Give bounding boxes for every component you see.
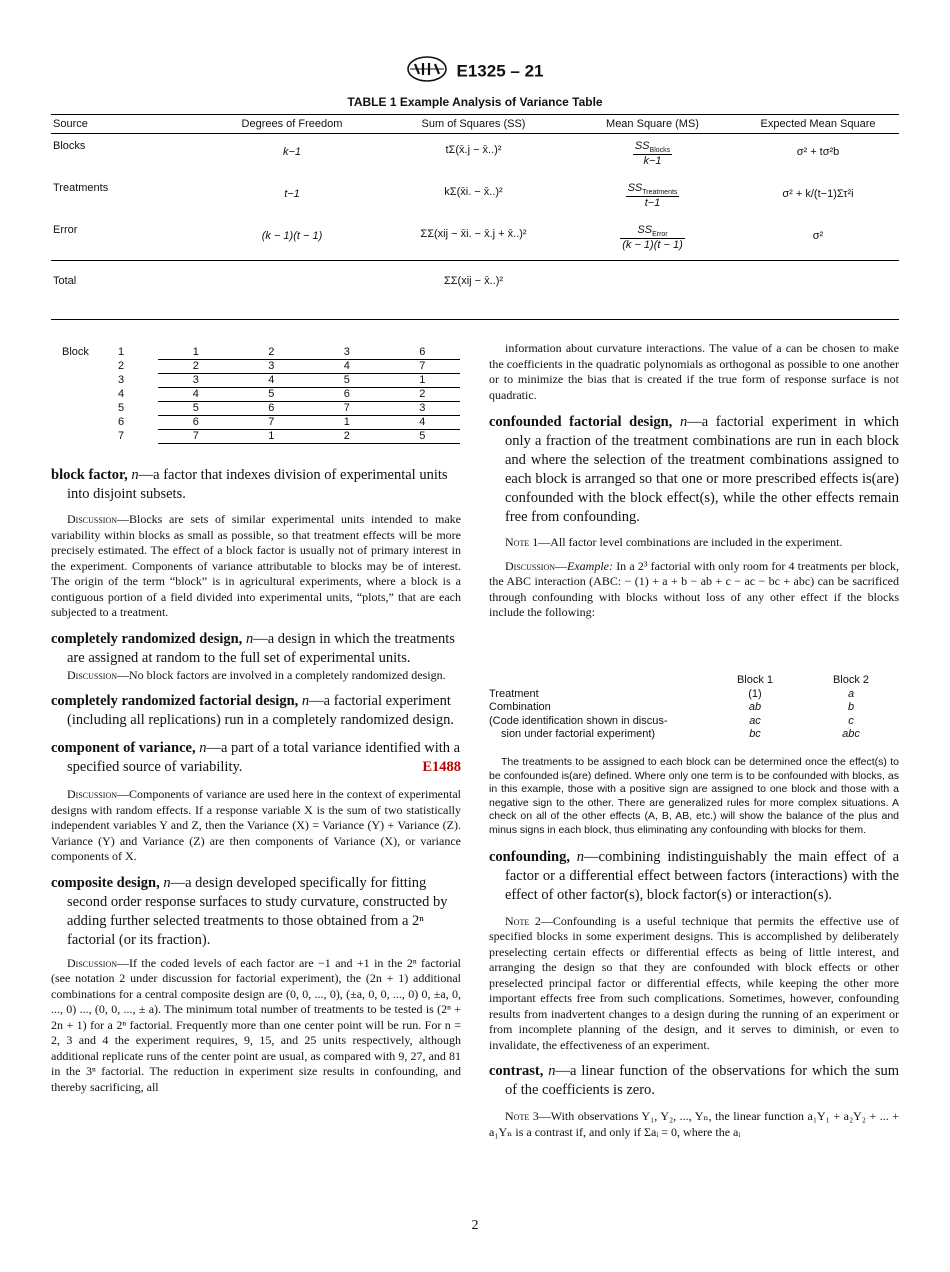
ss-cell: ΣΣ(xij − x̄..)² bbox=[379, 261, 568, 320]
col-ms: Mean Square (MS) bbox=[568, 115, 737, 134]
df-cell bbox=[205, 261, 379, 320]
source-cell: Error bbox=[53, 224, 78, 236]
table-row: (Code identification shown in discus- ac c bbox=[489, 714, 854, 727]
term-crd: completely randomized design, n—a design in which the treatments are assigned at random to the full set of experimental units. bbox=[51, 630, 455, 666]
df-cell: k−1 bbox=[282, 146, 302, 158]
df-cell: (k − 1)(t − 1) bbox=[261, 230, 323, 242]
ems-cell: σ² + k/(t−1)Στ²i bbox=[782, 188, 854, 200]
note-1: Note 1—All factor level combinations are included in the experiment. bbox=[505, 535, 843, 549]
table-row: 4 4 5 6 2 bbox=[62, 388, 460, 402]
block-label: Block bbox=[62, 346, 89, 359]
table-row: Block 1 Block 2 bbox=[736, 674, 870, 686]
ms-cell bbox=[568, 261, 737, 320]
source-cell: Total bbox=[51, 261, 205, 320]
discussion-component-of-variance: Discussion—Components of variance are used here in the context of experimental designs with random effects. If a response variable X is the sum of two statistically independent variables Y and Z, then the Variance (X) = Variance (Y) + Variance (Z). Variance (Y) and Variance (Z) are then components of Variance (X), or variance components of X. bbox=[51, 787, 461, 863]
table-row: Combination ab b bbox=[489, 701, 855, 714]
source-cell: Blocks bbox=[53, 140, 86, 152]
table-row: Block 1 1 2 3 6 bbox=[62, 346, 460, 360]
discussion-crd: Discussion—No block factors are involved in a completely randomized design. bbox=[67, 667, 446, 682]
left-column bbox=[51, 466, 461, 1095]
astm-logo-icon bbox=[407, 56, 447, 87]
reference-link[interactable]: E1488 bbox=[422, 759, 461, 775]
discussion-confounded: Discussion—Example: In a 2³ factorial with only room for 4 treatments per block, the ABC interaction (ABC: − (1) + a + b − ab + c − ac − bc + abc) can be sacrificed through confounding with blocks without loss of any other effect if the blocks include the following: bbox=[489, 558, 899, 619]
col-df: Degrees of Freedom bbox=[205, 115, 379, 134]
table-row: Treatment (1) a bbox=[489, 687, 855, 700]
col-ss: Sum of Squares (SS) bbox=[379, 115, 568, 134]
col-ems: Expected Mean Square bbox=[737, 115, 899, 134]
note-2: Note 2—Confounding is a useful technique that permits the effective use of specified blocks in some experiment designs. This is accomplished by deliberately preselecting certain effects or differential effects as being of little interest, and arranging the design so that they are confounded with block effects or other preselected principal factor or differential effects, while keeping the other more important effects free from such complications. Sometimes, however, confounding results from inadvertent changes to a design during the running of an experiment or from incomplete planning of the design, and it serves to diminish, or even to invalidate, the effectiveness of an experiment. bbox=[489, 913, 899, 1052]
block-design-table bbox=[62, 346, 460, 444]
term-contrast: contrast, n—a linear function of the observations for which the sum of the coefficients is zero. bbox=[489, 1063, 899, 1099]
table1-title: TABLE 1 Example Analysis of Variance Table bbox=[347, 95, 603, 109]
table-row: 3 3 4 5 1 bbox=[62, 374, 460, 388]
term-composite-design: composite design, n—a design developed specifically for fitting second order response surfaces to study curvature, constructed by adding further selected treatments to those obtained from a 2ⁿ factorial (or its fraction). bbox=[51, 874, 448, 948]
note-3: Note 3—With observations Y₁, Y₂, ..., Yₙ, the linear function a₁Y₁ + a₂Y₂ + ... + a₁Yₙ is a contrast if, and only if Σaᵢ = 0, where the aᵢ bbox=[489, 1109, 899, 1139]
table-row bbox=[51, 218, 899, 261]
term-confounded-factorial-design: confounded factorial design, n—a factorial experiment in which only a fraction of the treatment combinations are run in each block and where the selection of the treatment combinations assigned to each block is arranged so that one or more prescribed effects is(are) confounded with the block effect(s), while the other effects remain free from confounding. bbox=[489, 414, 899, 525]
ss-cell: kΣ(x̄i. − x̄..)² bbox=[444, 186, 503, 198]
discussion-block-factor: Discussion—Blocks are sets of similar experimental units intended to make variability within blocks as small as possible, so that treatment effects will be more precisely estimated. The effect of a block factor is usually not of primary interest in the experiment. Components of variance attributable to blocks may be of interest. The origin of the term “block” is in agricultural experiments, where a block is a contiguous portion of a field divided into experimental units, “plots,” that are each subjected to a treatment. bbox=[51, 512, 461, 619]
ms-cell: $\frac{SS_{Error}}{(k - 1)(t - 1)}$ bbox=[622, 224, 683, 252]
table-row bbox=[51, 261, 899, 320]
page-number: 2 bbox=[471, 1218, 479, 1233]
ems-cell: σ² bbox=[812, 230, 824, 242]
confounding-block-table bbox=[489, 674, 899, 742]
source-cell: Treatments bbox=[53, 182, 109, 194]
page-header bbox=[0, 56, 950, 87]
ms-cell: $\frac{SS_{Blocks}}{k-1}$ bbox=[634, 140, 671, 168]
ss-cell: tΣ(x̄.j − x̄..)² bbox=[445, 144, 502, 156]
ms-cell: $\frac{SS_{Treatments}}{t-1}$ bbox=[627, 182, 678, 210]
term-block-factor: block factor, n—a factor that indexes division of experimental units into disjoint subsets. bbox=[51, 467, 448, 502]
term-crfd: completely randomized factorial design, n—a factorial experiment (including all replications) run in a completely randomized design. bbox=[51, 693, 454, 728]
table-row bbox=[51, 176, 899, 218]
anova-table bbox=[51, 114, 899, 320]
anova-header-row bbox=[51, 115, 899, 134]
table-row: 7 7 1 2 5 bbox=[62, 430, 460, 444]
right-column-lower bbox=[489, 756, 899, 1140]
discussion-composite-design: Discussion—If the coded levels of each factor are −1 and +1 in the 2ⁿ factorial (see notation 2 under discussion for factorial experiment), the (2n + 1) additional combinations for a central composite design are (0, 0, ..., 0), (±a, 0, 0, ..., 0) 0, ±a, 0, ..., 0) ..., (0, 0, ..., ± a). The minimum total number of treatments to be tested is (2ⁿ + 2n + 1) for a 2ⁿ factorial. Frequently more than one center point will be run. For n = 2, 3 and 4 the experiment requires, 9, 15, and 25 units respectively, although additional replicate runs of the center point are usual, as compared with 9, 27, and 81 in the 3ⁿ factorial. The reduction in experiment size results in confounding, and thereby sacrificing, all bbox=[51, 955, 461, 1094]
document-code: E1325 – 21 bbox=[456, 61, 544, 81]
composite-design-continuation: information about curvature interactions. The value of a can be chosen to make the coefficients in the quadratic polynomials as orthogonal as possible to one another or to minimize the bias that is created if the true form of response surface is not quadratic. bbox=[489, 341, 899, 402]
confounded-explanation: The treatments to be assigned to each block can be determined once the effect(s) to be confounded is(are) defined. Where only one term is to be confounded with blocks, as in this example, those with a positive sign are assigned to one block and those with a negative sign to the other. There are generalized rules for more complex situations. A check on all of the other effects (A, B, AB, etc.) will show the balance of the plus and minus signs in each block, thus eliminating any confounding with blocks for them. bbox=[489, 756, 899, 836]
table-row: 2 2 3 4 7 bbox=[62, 360, 460, 374]
ems-cell bbox=[737, 261, 899, 320]
table-row: 5 5 6 7 3 bbox=[62, 402, 460, 416]
term-component-of-variance: component of variance, n—a part of a total variance identified with a specified source of variability. E1488 bbox=[51, 740, 461, 775]
ems-cell: σ² + tσ²b bbox=[796, 146, 840, 158]
col-source: Source bbox=[51, 115, 205, 134]
table-row: 6 6 7 1 4 bbox=[62, 416, 460, 430]
right-column bbox=[489, 341, 899, 621]
term-confounding: confounding, n—combining indistinguishably the main effect of a factor or a differential effect between factors (interactions) with the effect of other factor(s), block factor(s) or interaction(s). bbox=[489, 848, 900, 903]
df-cell: t−1 bbox=[284, 188, 300, 200]
table-row bbox=[51, 134, 899, 177]
table-row: sion under factorial experiment) bc abc bbox=[501, 728, 860, 741]
ss-cell: ΣΣ(xij − x̄i. − x̄.j + x̄..)² bbox=[420, 228, 527, 240]
